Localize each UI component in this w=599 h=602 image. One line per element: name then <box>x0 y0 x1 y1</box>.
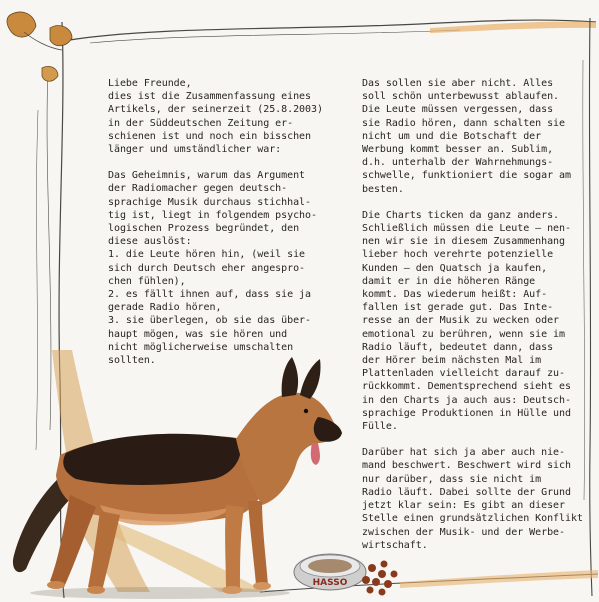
paragraph: Liebe Freunde, dies ist die Zusammenfassung eines Artikels, der seinerzeit (25.8.2003) in der Süddeutschen Zeitung er- schienen ist und noch ein bisschen länger und umständlicher war: <box>108 78 323 156</box>
paragraph: Darüber hat sich ja aber auch nie- mand beschwert. Beschwert wird sich nur darüber, dass sie nicht im Radio läuft. Dabei sollte der Grund jetzt klar sein: Es gibt an dieser Stelle einen grundsätzlichen Konflikt zwischen der Musik- und der Werbe- wirtschaft. <box>362 447 583 551</box>
paragraph: Die Charts ticken da ganz anders. Schließlich müssen die Leute – nen- nen wir sie in diesem Zusammenhang lieber hoch verehrte potenzielle Kunden – den Quatsch ja kaufen, damit er in die höheren Ränge kommt. Das wiederum heißt: Auf- fallen ist gerade gut. Das Inte- resse an der Musik zu wecken oder emotional zu berühren, wenn sie im Radio läuft, bedeutet dann, dass der Hörer beim nächsten Mal im Plattenladen vielleicht darauf zu- rückkommt. Dementsprechend sieht es in den Charts ja auch aus: Deutsch- sprachige Produktionen in Hülle und Fülle. <box>362 209 571 433</box>
kibble-icon <box>362 561 398 596</box>
paragraph: Das Geheimnis, warum das Argument der Radiomacher gegen deutsch- sprachige Musik durchaus stichhal- tig ist, liegt in folgendem psycho- logischen Prozess begründet, den diese auslöst: 1. die Leute hören hin, (weil sie sich durch Deutsch eher angespro- chen fühlen), 2. es fällt ihnen auf, dass sie ja gerade Radio hören, 3. sie überlegen, ob sie das über- haupt mögen, was sie hören und nicht möglicherweise umschalten sollten. <box>108 170 317 367</box>
right-text-column <box>362 77 584 565</box>
dog-bowl-illustration <box>290 538 402 600</box>
left-text-column <box>108 77 333 380</box>
bowl-name-label: HASSO <box>312 578 348 588</box>
paragraph: Das sollen sie aber nicht. Alles soll schön unterbewusst ablaufen. Die Leute müssen vergessen, dass sie Radio hören, dann schalten sie nicht um und die Botschaft der Werbung kommt besser an. Sublim, d.h. unterhalb der Wahrnehmungs- schwelle, funktioniert die sogar am besten. <box>362 78 571 195</box>
